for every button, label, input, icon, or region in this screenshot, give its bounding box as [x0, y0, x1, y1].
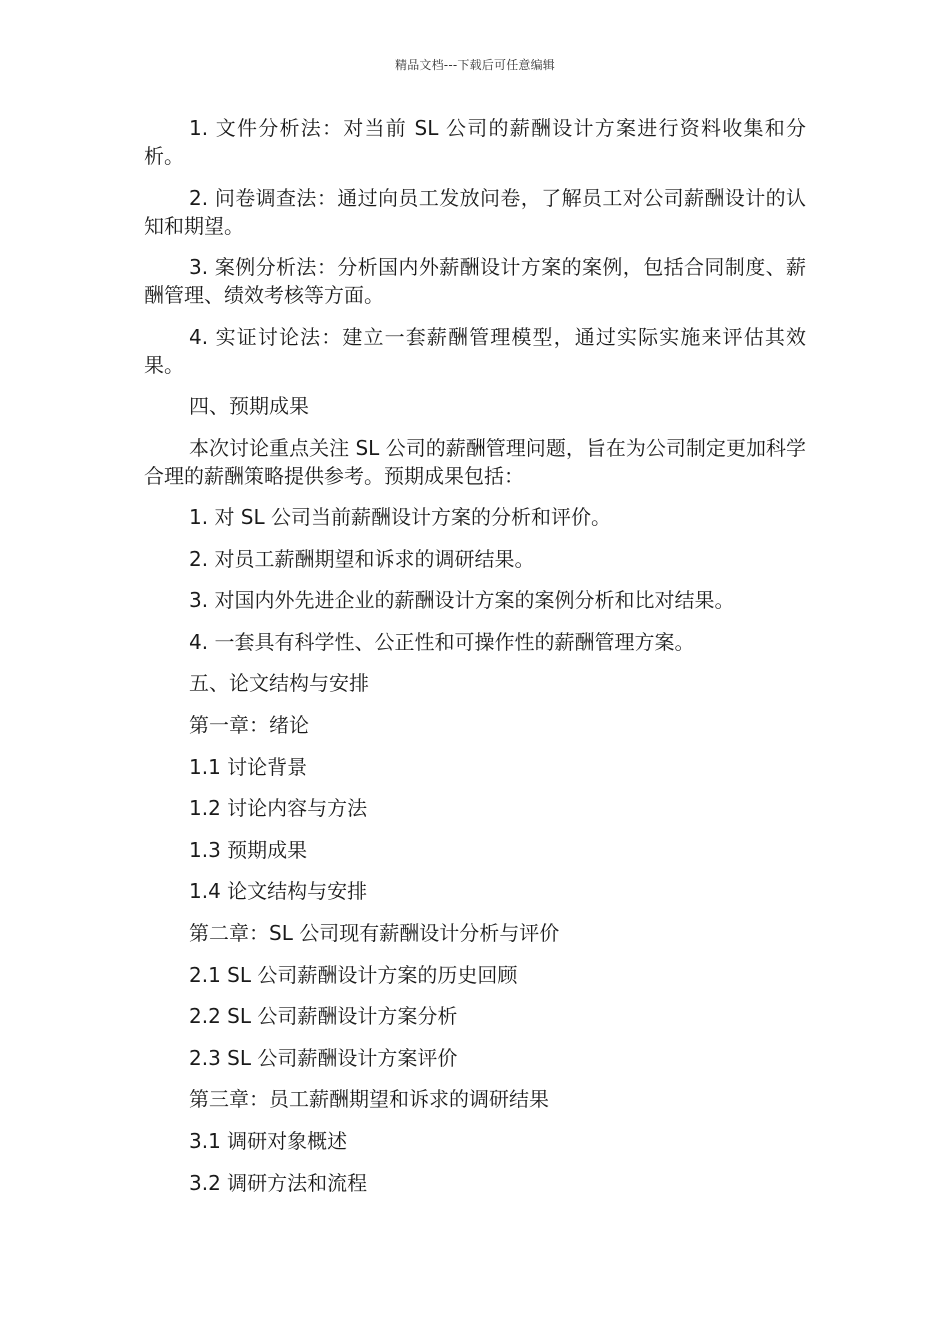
outline-item: 2.2 SL 公司薪酬设计方案分析	[189, 1004, 458, 1029]
outcome-item-3: 3. 对国内外先进企业的薪酬设计方案的案例分析和比对结果。	[189, 588, 735, 613]
outline-item: 3.2 调研方法和流程	[189, 1170, 368, 1195]
section-heading-structure: 五、论文结构与安排	[189, 671, 369, 696]
outline-item: 2.3 SL 公司薪酬设计方案评价	[189, 1045, 458, 1070]
section-heading-expected-results: 四、预期成果	[189, 394, 309, 418]
outline-item: 1.1 讨论背景	[189, 754, 308, 779]
document-body	[144, 114, 806, 1210]
outline-item: 2.1 SL 公司薪酬设计方案的历史回顾	[189, 962, 518, 987]
outline-item: 1.2 讨论内容与方法	[189, 796, 368, 821]
method-paragraph-3: 3. 案例分析法：分析国内外薪酬设计方案的案例，包括合同制度、薪酬管理、绩效考核等方面。	[144, 255, 806, 307]
outcome-item-4: 4. 一套具有科学性、公正性和可操作性的薪酬管理方案。	[189, 629, 695, 654]
outline-item: 第一章：绪论	[189, 713, 309, 738]
outline-item: 第二章：SL 公司现有薪酬设计分析与评价	[189, 921, 560, 946]
outcome-item-2: 2. 对员工薪酬期望和诉求的调研结果。	[189, 546, 535, 571]
method-paragraph-2: 2. 问卷调查法：通过向员工发放问卷，了解员工对公司薪酬设计的认知和期望。	[144, 185, 806, 238]
outline-item: 第三章：员工薪酬期望和诉求的调研结果	[189, 1087, 549, 1112]
page-header: 精品文档---下载后可任意编辑	[395, 58, 555, 72]
outline-item: 1.4 论文结构与安排	[189, 879, 368, 904]
method-paragraph-4: 4. 实证讨论法：建立一套薪酬管理模型，通过实际实施来评估其效果。	[144, 324, 806, 377]
outline-item: 1.3 预期成果	[189, 837, 308, 862]
outcome-item-1: 1. 对 SL 公司当前薪酬设计方案的分析和评价。	[189, 505, 611, 530]
expected-results-intro: 本次讨论重点关注 SL 公司的薪酬管理问题，旨在为公司制定更加科学合理的薪酬策略提供参考。预期成果包括：	[144, 435, 806, 488]
outline-item: 3.1 调研对象概述	[189, 1129, 348, 1153]
method-paragraph-1: 1. 文件分析法：对当前 SL 公司的薪酬设计方案进行资料收集和分析。	[144, 116, 806, 168]
